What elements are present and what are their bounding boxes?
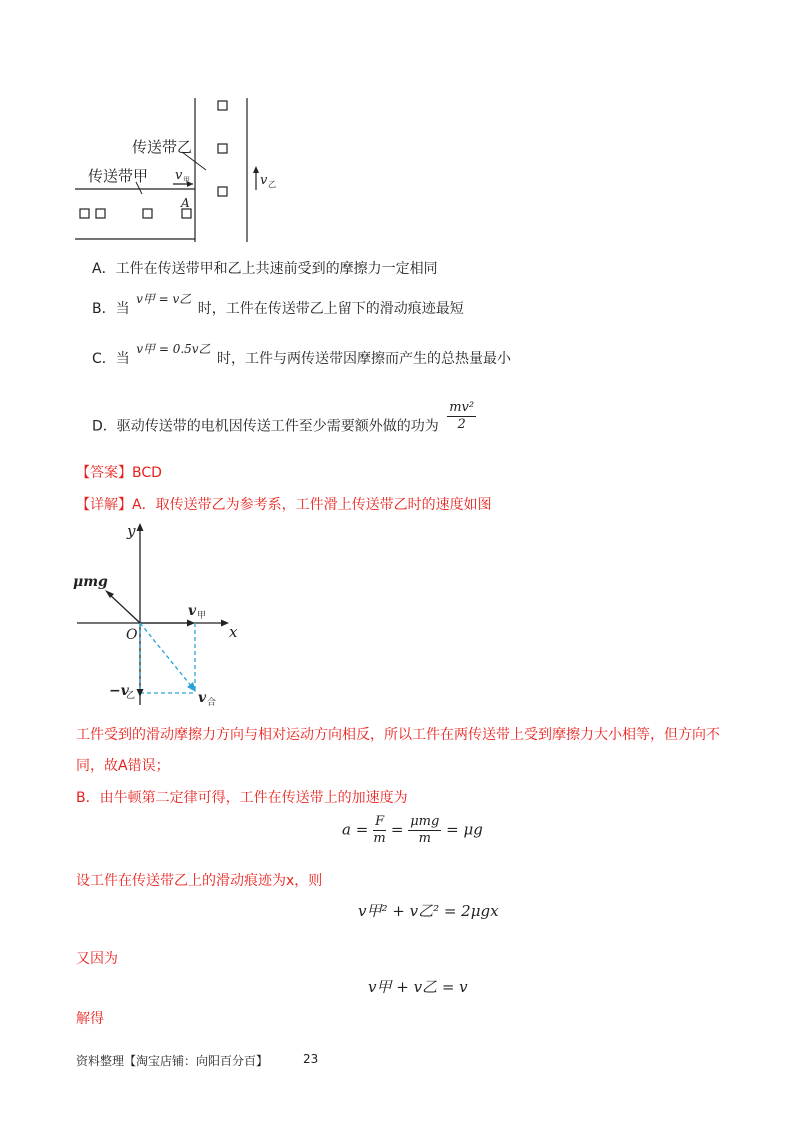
x-axis-arrowhead <box>221 620 229 627</box>
v-he-label-sub: 合 <box>207 698 217 708</box>
option-b-math: v甲 = v乙 <box>136 292 192 306</box>
option-d <box>92 400 476 443</box>
page-number: 23 <box>303 1052 319 1066</box>
option-a: A．工件在传送带甲和乙上共速前受到的摩擦力一定相同 <box>92 261 438 277</box>
option-c <box>92 342 512 368</box>
label-v-yi: v <box>260 173 268 188</box>
accel-fraction-2-den: m <box>418 831 431 846</box>
friction-force-arrow <box>108 593 140 623</box>
label-belt-jia: 传送带甲 <box>88 167 149 185</box>
label-point-a: A <box>181 196 190 210</box>
workpiece-box <box>182 209 191 218</box>
v-jia-label-sub: 甲 <box>197 611 207 621</box>
workpiece-box <box>80 209 89 218</box>
accel-fraction-1 <box>373 814 386 847</box>
detail-intro: 【详解】A．取传送带乙为参考系，工件滑上传送带乙时的速度如图 <box>76 497 492 513</box>
option-c-math: v甲 = 0.5v乙 <box>136 342 211 356</box>
newton-law-text: B．由牛顿第二定律可得，工件在传送带上的加速度为 <box>76 790 408 806</box>
option-b <box>92 292 464 318</box>
friction-force-label: μmg <box>73 574 108 590</box>
workpiece-box <box>143 209 152 218</box>
y-axis-label: y <box>127 522 136 540</box>
option-b-prefix: B．当 <box>92 301 130 317</box>
option-d-fraction <box>447 400 476 433</box>
y-axis-arrowhead <box>137 523 144 531</box>
option-d-denominator: 2 <box>457 417 466 432</box>
workpiece-box <box>218 144 227 153</box>
v-jia-vector-arrowhead <box>187 620 195 627</box>
velocity-diagram <box>65 515 255 710</box>
accel-fraction-2-num: μmg <box>410 814 440 829</box>
solve-text: 解得 <box>76 1011 104 1027</box>
label-v-yi-sub: 乙 <box>268 180 276 189</box>
accel-fraction-1-den: m <box>373 831 386 846</box>
accel-fraction-1-num: F <box>375 814 385 829</box>
friction-explanation-line2: 同，故A错误； <box>76 758 170 774</box>
answer-line: 【答案】BCD <box>76 465 162 481</box>
v-yi-arrowhead <box>253 166 259 173</box>
also-because-text: 又因为 <box>76 951 118 967</box>
trace-equation: v甲² + v乙² = 2μgx <box>358 902 499 920</box>
footer-source: 资料整理【淘宝店铺：向阳百分百】 <box>76 1054 269 1068</box>
acceleration-equation <box>342 814 483 847</box>
option-b-suffix: 时，工件在传送带乙上留下的滑动痕迹最短 <box>197 301 464 317</box>
origin-label: O <box>126 627 138 643</box>
friction-explanation-line1: 工件受到的滑动摩擦力方向与相对运动方向相反，所以工件在两传送带上受到摩擦力大小相等，但方向不 <box>76 727 720 743</box>
option-d-numerator: mv² <box>449 400 475 415</box>
neg-v-yi-label: −v <box>109 683 129 699</box>
workpiece-box <box>96 209 105 218</box>
label-v-jia-sub: 甲 <box>183 176 190 184</box>
option-c-suffix: 时，工件与两传送带因摩擦而产生的总热量最小 <box>217 351 512 367</box>
accel-lhs: a = <box>342 820 369 839</box>
option-c-prefix: C．当 <box>92 351 130 367</box>
workpiece-box <box>218 101 227 110</box>
v-jia-label: v <box>188 603 197 619</box>
accel-mid: = <box>390 820 404 839</box>
trace-text: 设工件在传送带乙上的滑动痕迹为x，则 <box>76 873 323 889</box>
v-he-label: v <box>198 690 207 706</box>
conveyor-figure <box>60 90 300 250</box>
label-belt-yi: 传送带乙 <box>132 138 193 156</box>
workpiece-box <box>218 187 227 196</box>
label-v-jia: v <box>175 168 183 183</box>
option-d-prefix: D．驱动传送带的电机因传送工件至少需要额外做的功为 <box>92 418 439 435</box>
x-axis-label: x <box>229 623 238 641</box>
resultant-velocity <box>140 623 192 687</box>
accel-rhs: = μg <box>446 820 483 839</box>
velocity-sum-equation: v甲 + v乙 = v <box>368 978 468 996</box>
accel-fraction-2 <box>408 814 441 847</box>
neg-v-yi-label-sub: 乙 <box>126 691 136 701</box>
